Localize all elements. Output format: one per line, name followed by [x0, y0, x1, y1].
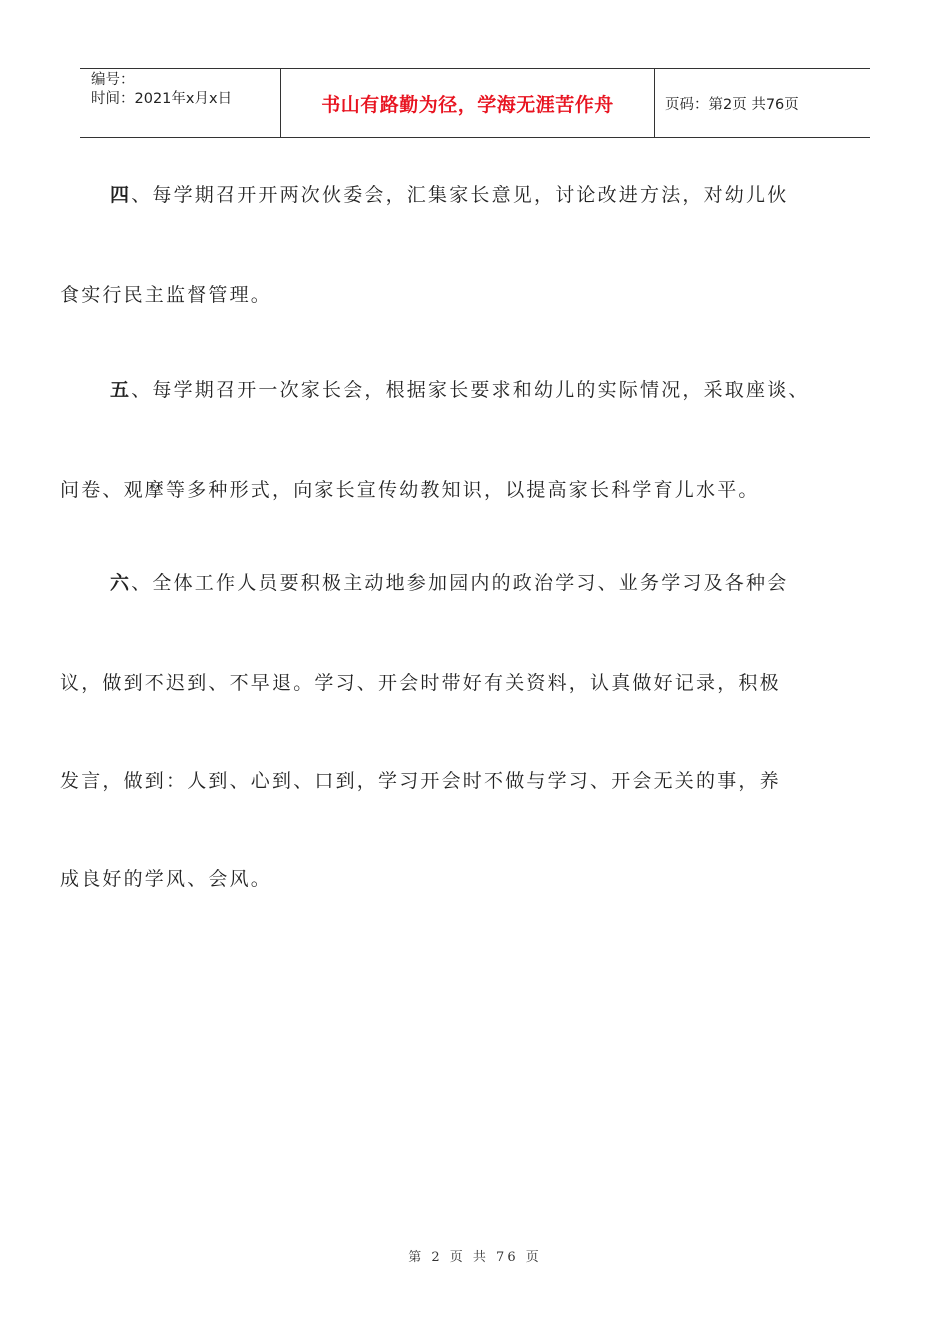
paragraph-line [60, 180, 788, 207]
paragraph-number: 五 [110, 379, 132, 401]
page-footer: 第 2 页 共 76 页 [408, 1250, 542, 1265]
paragraph-line: 食实行民主监督管理。 [60, 284, 273, 306]
paragraph-number: 六 [110, 572, 132, 594]
document-time-label: 时间：2021年x月x日 [91, 91, 233, 107]
header-page-cell [655, 69, 870, 137]
paragraph-text: 、每学期召开一次家长会，根据家长要求和幼儿的实际情况，采取座谈、 [131, 379, 810, 401]
paragraph-text: 、全体工作人员要积极主动地参加园内的政治学习、业务学习及各种会 [131, 572, 789, 594]
paragraph-line [60, 375, 810, 402]
paragraph-line: 发言，做到：人到、心到、口到，学习开会时不做与学习、开会无关的事，养 [60, 770, 781, 792]
paragraph-text: 、每学期召开开两次伙委会，汇集家长意见，讨论改进方法，对幼儿伙 [131, 184, 789, 206]
header-table [80, 68, 870, 138]
paragraph-number: 四 [110, 184, 132, 206]
header-motto-cell [281, 69, 655, 137]
document-number-label: 编号： [91, 72, 135, 88]
paragraph-line: 议，做到不迟到、不早退。学习、开会时带好有关资料，认真做好记录，积极 [60, 672, 781, 694]
motto-text: 书山有路勤为径，学海无涯苦作舟 [321, 93, 614, 116]
paragraph-line [60, 568, 788, 595]
paragraph-line: 成良好的学风、会风。 [60, 868, 273, 890]
page-info-text: 页码：第2页 共76页 [665, 96, 799, 113]
paragraph-line: 问卷、观摩等多种形式，向家长宣传幼教知识，以提高家长科学育儿水平。 [60, 479, 760, 501]
header-meta-cell [80, 69, 281, 137]
